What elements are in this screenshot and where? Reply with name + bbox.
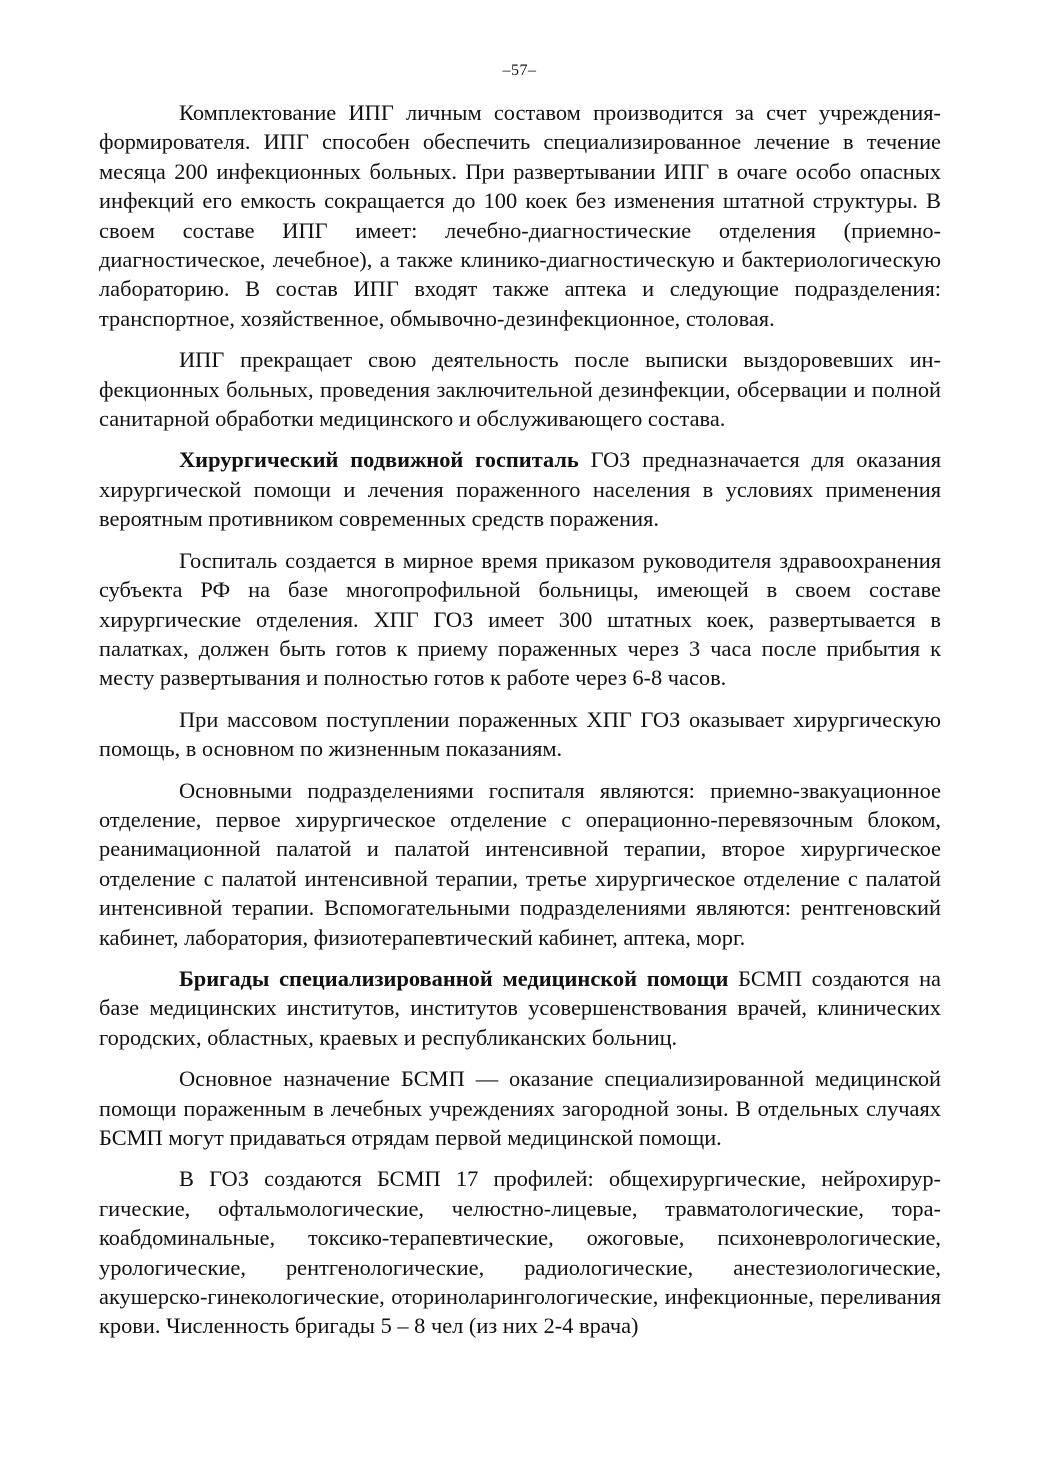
paragraph-7 [99,964,941,1052]
paragraph-1-text: Комплектование ИПГ личным составом производится за счет учреждения-формирователя. ИПГ способен обеспечить специализированное лечение в течение месяца 200 инфекционных больных. При развертывании ИПГ в очаге особо опасных инфекций его емкость сокращается до 100 коек без изменения штатной структуры. В своем составе ИПГ имеет: лечебно-диагностические отделения (приемно-диагностическое, лечебное), а также клинико-диагностическую и бактериологическую лабораторию. В состав ИПГ входят также аптека и следующие подразделения: транспортное, хозяйственное, обмывочно-дезинфекционное, столовая. [99,100,941,331]
paragraph-5-text: При массовом поступлении пораженных ХПГ ГОЗ оказывает хирургическую помощь, в основном по жизненным показаниям. [99,706,941,762]
paragraph-3 [99,445,941,533]
paragraph-9 [99,1164,941,1340]
term-surgical-mobile-hospital: Хирургический подвижной госпиталь [179,447,579,473]
paragraph-4 [99,546,941,693]
paragraph-8-text: Основное назначение БСМП — оказание специализированной медицинской помощи пораженным в лечебных учреждениях загородной зоны. В отдельных случаях БСМП могут придаваться отрядам первой медицинской помощи. [99,1066,941,1150]
page-body [99,98,941,1353]
paragraph-2 [99,345,941,433]
paragraph-5 [99,705,941,764]
page-number: –57– [502,62,537,79]
paragraph-6-text: Основными подразделениями госпиталя являются: приемно-звакуационное отделение, первое хирургическое отделение с операционно-перевязочным блоком, реанимационной палатой и палатой интенсивной терапии, второе хирургическое отделение с палатой интенсивной терапии, третье хирургическое отделение с палатой интенсивной терапии. Вспомогательными подразделениями являются: рентгеновский кабинет, лаборатория, физиотерапевтический кабинет, аптека, морг. [99,777,941,950]
paragraph-2-text: ИПГ прекращает свою деятельность после выписки выздоровевших инфекционных больных, проведения заключительной дезинфекции, обсервации и полной санитарной обработки медицинского и обслуживающего состава. [99,347,941,432]
paragraph-8 [99,1064,941,1152]
paragraph-4-text: Госпиталь создается в мирное время приказом руководителя здравоохранения субъекта РФ на базе многопрофильной больницы, имеющей в своем составе хирургические отделения. ХПГ ГОЗ имеет 300 штатных коек, развертывается в палатках, должен быть готов к приему пораженных через 3 часа после прибытия к месту развертывания и полностью готов к работе через 6-8 часов. [99,547,941,691]
paragraph-3-text: ГОЗ предназначается для оказания хирургической помощи и лечения пораженного населения в условиях применения вероятным противником современных средств поражения. [99,447,941,532]
paragraph-6 [99,776,941,952]
paragraph-1 [99,98,941,333]
term-specialized-care-brigades: Бригады специализированной медицинской помощи [179,965,729,991]
paragraph-9-text: В ГОЗ создаются БСМП 17 профилей: общехирургические, нейрохирургические, офтальмологические, челюстно-лицевые, травматологические, торакоабдоминальные, токсико-терапевтические, ожоговые, психоневрологические, урологические, рентгенологические, радиологические, анестезиологические, акушерско-гинекологические, оториноларингологические, инфекционные, переливания крови. Численность бригады 5 – 8 чел (из них 2-4 врача) [99,1166,941,1339]
paragraph-7-text: БСМП создаются на базе медицинских институтов, институтов усовершенствования врачей, клинических городских, областных, краевых и республиканских больниц. [99,965,941,1050]
